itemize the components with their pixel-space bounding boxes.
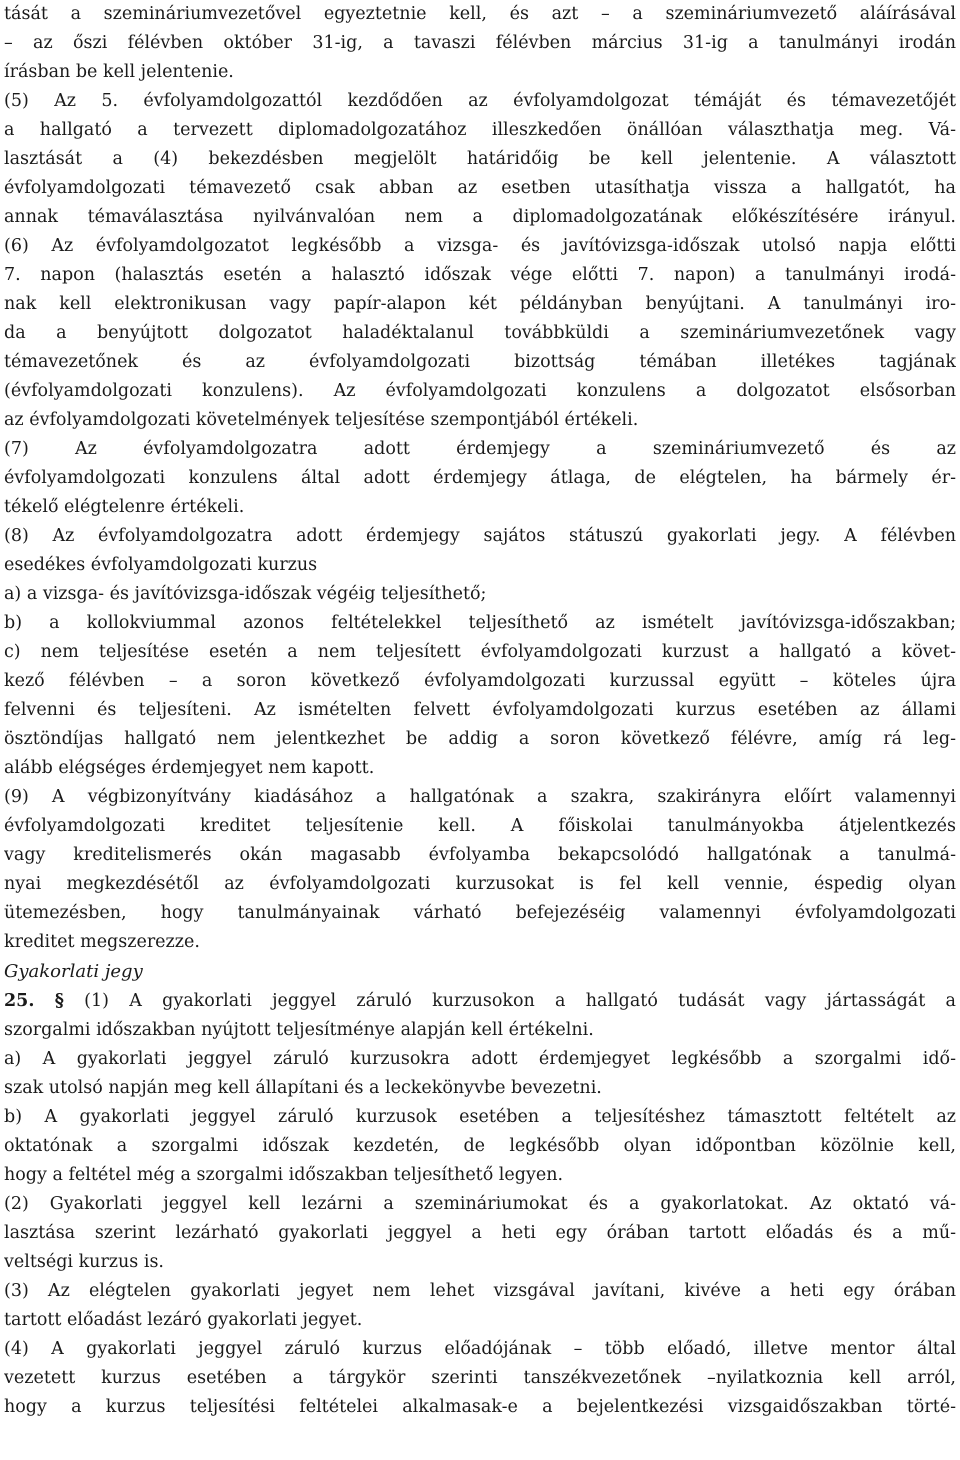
text-line: esedékes évfolyamdolgozati kurzus	[4, 555, 318, 575]
paragraphs-bottom	[4, 1016, 956, 1422]
text-line: a hallgató a tervezett diplomadolgozatához illeszkedően önállóan választhatja meg. Vá-	[4, 120, 956, 140]
text-line: hogy a kurzus teljesítési feltételei alkalmasak-e a bejelentkezési vizsgaidőszakban törté-	[4, 1397, 956, 1417]
text-line: (5) Az 5. évfolyamdolgozattól kezdődően az évfolyamdolgozat témáját és témavezetőjét	[4, 91, 956, 111]
paragraphs-top	[4, 0, 956, 957]
text-line: írásban be kell jelentenie.	[4, 62, 234, 82]
text-line: (7) Az évfolyamdolgozatra adott érdemjegy a szemináriumvezető és az	[4, 439, 956, 459]
text-line: a) A gyakorlati jeggyel záruló kurzusokra adott érdemjegyet legkésőbb a szorgalmi idő-	[4, 1049, 956, 1069]
text-line: szak utolsó napján meg kell állapítani és a leckekönyvbe bevezetni.	[4, 1078, 602, 1098]
section-first-line	[4, 987, 956, 1016]
text-line: tását a szemináriumvezetővel egyeztetnie kell, és azt – a szemináriumvezető aláírásával	[4, 4, 956, 24]
text-line: b) a kollokviummal azonos feltételekkel teljesíthető az ismételt javítóvizsga-időszakban;	[4, 613, 956, 633]
text-line: vagy kreditelismerés okán magasabb évfolyamba bekapcsolódó hallgatónak a tanulmá-	[4, 845, 956, 865]
text-line: (4) A gyakorlati jeggyel záruló kurzus előadójának – több előadó, illetve mentor által	[4, 1339, 956, 1359]
text-line: ütemezésben, hogy tanulmányainak várható befejezéséig valamennyi évfolyamdolgozati	[4, 903, 956, 923]
text-line: tékelő elégtelenre értékeli.	[4, 497, 245, 517]
text-line: c) nem teljesítése esetén a nem teljesített évfolyamdolgozati kurzust a hallgató a követ-	[4, 642, 956, 662]
text-line: (6) Az évfolyamdolgozatot legkésőbb a vizsga- és javítóvizsga-időszak utolsó napja előtti	[4, 236, 956, 256]
text-line: felvenni és teljesíteni. Az ismételten felvett évfolyamdolgozati kurzus esetében az állami	[4, 700, 956, 720]
text-line: (8) Az évfolyamdolgozatra adott érdemjegy sajátos státuszú gyakorlati jegy. A félévben	[4, 526, 956, 546]
text-line: 7. napon (halasztás esetén a halasztó időszak vége előtti 7. napon) a tanulmányi irodá-	[4, 265, 956, 285]
section-symbol: §	[54, 991, 64, 1011]
text-line: veltségi kurzus is.	[4, 1252, 164, 1272]
text-line: (9) A végbizonyítvány kiadásához a hallgatónak a szakra, szakirányra előírt valamennyi	[4, 787, 956, 807]
section-number: 25.	[4, 991, 35, 1011]
text-line: vezetett kurzus esetében a tárgykör szerinti tanszékvezetőnek –nyilatkoznia kell arról,	[4, 1368, 956, 1388]
text-line: b) A gyakorlati jeggyel záruló kurzusok esetében a teljesítéshez támasztott feltételt az	[4, 1107, 956, 1127]
text-line: évfolyamdolgozati témavezető csak abban az esetben utasíthatja vissza a hallgatót, ha	[4, 178, 956, 198]
text-line: (évfolyamdolgozati konzulens). Az évfolyamdolgozati konzulens a dolgozatot elsősorban	[4, 381, 956, 401]
text-line: alább elégséges érdemjegyet nem kapott.	[4, 758, 375, 778]
document-page	[4, 0, 956, 1422]
text-line: – az őszi félévben október 31-ig, a tavaszi félévben március 31-ig a tanulmányi irodán	[4, 33, 956, 53]
text-line: ösztöndíjas hallgató nem jelentkezhet be addig a soron következő félévre, amíg rá leg-	[4, 729, 956, 749]
section-first-line-text: (1) A gyakorlati jeggyel záruló kurzusokon a hallgató tudását vagy jártasságát a	[84, 991, 956, 1011]
text-line: (2) Gyakorlati jeggyel kell lezárni a szemináriumokat és a gyakorlatokat. Az oktató vá-	[4, 1194, 956, 1214]
text-line: kreditet megszerezze.	[4, 932, 200, 952]
text-line: nyai megkezdésétől az évfolyamdolgozati kurzusokat is fel kell vennie, éspedig olyan	[4, 874, 956, 894]
text-line: kező félévben – a soron következő évfolyamdolgozati kurzussal együtt – köteles újra	[4, 671, 956, 691]
text-line: annak témaválasztása nyilvánvalóan nem a diplomadolgozatának előkészítésére irányul.	[4, 207, 956, 227]
text-line: témavezetőnek és az évfolyamdolgozati bizottság témában illetékes tagjának	[4, 352, 956, 372]
text-line: szorgalmi időszakban nyújtott teljesítménye alapján kell értékelni.	[4, 1020, 594, 1040]
text-line: évfolyamdolgozati kreditet teljesítenie kell. A főiskolai tanulmányokba átjelentkezés	[4, 816, 956, 836]
text-line: lasztása szerint lezárható gyakorlati jeggyel a heti egy órában tartott előadás és a mű-	[4, 1223, 956, 1243]
text-line: tartott előadást lezáró gyakorlati jegyet.	[4, 1310, 363, 1330]
text-line: a) a vizsga- és javítóvizsga-időszak végéig teljesíthető;	[4, 584, 487, 604]
text-line: az évfolyamdolgozati követelmények teljesítése szempontjából értékeli.	[4, 410, 639, 430]
text-line: (3) Az elégtelen gyakorlati jegyet nem lehet vizsgával javítani, kivéve a heti egy órában	[4, 1281, 956, 1301]
text-line: évfolyamdolgozati konzulens által adott érdemjegy átlaga, de elégtelen, ha bármely ér-	[4, 468, 956, 488]
text-line: lasztását a (4) bekezdésben megjelölt határidőig be kell jelentenie. A választott	[4, 149, 956, 169]
text-line: oktatónak a szorgalmi időszak kezdetén, de legkésőbb olyan időpontban közölnie kell,	[4, 1136, 956, 1156]
text-line: nak kell elektronikusan vagy papír-alapon két példányban benyújtani. A tanulmányi iro-	[4, 294, 956, 314]
section-heading: Gyakorlati jegy	[4, 961, 143, 982]
text-line: hogy a feltétel még a szorgalmi időszakban teljesíthető legyen.	[4, 1165, 564, 1185]
text-line: da a benyújtott dolgozatot haladéktalanul továbbküldi a szemináriumvezetőnek vagy	[4, 323, 956, 343]
